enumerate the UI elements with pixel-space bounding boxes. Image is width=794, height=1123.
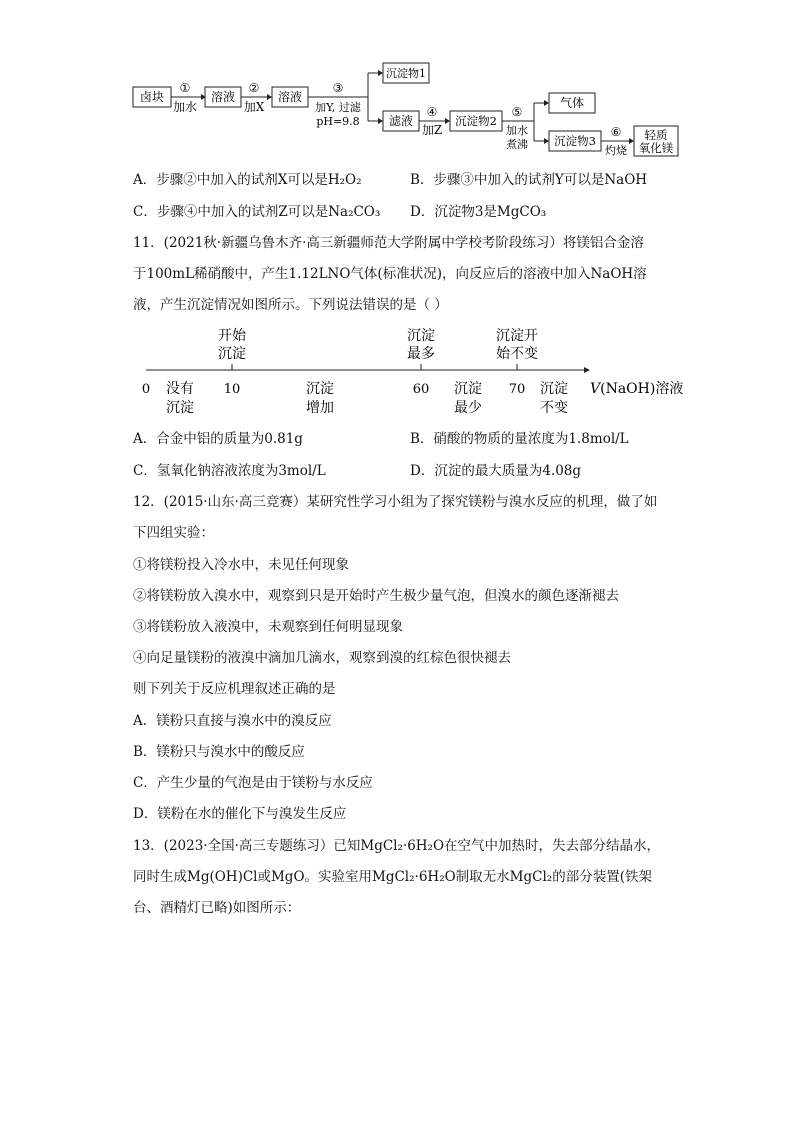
- q12-option-c: C．产生少量的气泡是由于镁粉与水反应: [133, 775, 373, 791]
- q11-option-b: B．硝酸的物质的量浓度为1.8mol/L: [410, 431, 629, 447]
- q12-experiment-2: ②将镁粉放入溴水中，观察到只是开始时产生极少量气泡，但溴水的颜色逐渐褪去: [133, 588, 619, 604]
- tick-70: 70: [508, 382, 526, 397]
- step5-number: ⑤: [511, 105, 523, 119]
- label-no-precipitate-2: 沉淀: [166, 400, 194, 416]
- label-increase-2: 增加: [306, 400, 334, 416]
- q12-option-d: D．镁粉在水的催化下与溴发生反应: [133, 806, 347, 822]
- flow-box-product-label-1: 轻质: [644, 128, 668, 142]
- label-constant-start-2: 始不变: [496, 346, 538, 362]
- label-constant-2: 不变: [540, 400, 568, 416]
- q10-option-b: B．步骤③中加入的试剂Y可以是NaOH: [410, 172, 648, 188]
- step1-number: ①: [179, 81, 191, 95]
- q12-experiment-3: ③将镁粉放入液溴中，未观察到任何明显现象: [133, 619, 403, 635]
- step2-number: ②: [248, 81, 260, 95]
- tick-0: 0: [141, 382, 151, 397]
- label-constant-start-1: 沉淀开: [496, 328, 538, 344]
- flow-box-gas-label: 气体: [559, 96, 585, 110]
- step3-ph: pH=9.8: [316, 115, 360, 128]
- tick-10: 10: [223, 382, 241, 397]
- q11-option-a: A．合金中铝的质量为0.81g: [133, 431, 303, 447]
- q13-stem-line-1: 13．(2023·全国·高三专题练习）已知MgCl₂·6H₂O在空气中加热时，失去部分结晶水，: [133, 838, 661, 854]
- q12-option-b: B．镁粉只与溴水中的酸反应: [133, 744, 305, 760]
- flow-box-solution-1-label: 溶液: [210, 90, 236, 104]
- step3-label: 加Y, 过滤: [315, 101, 361, 114]
- flow-box-product-label-2: 氧化镁: [638, 141, 674, 155]
- axis-label-rest: (NaOH)溶液: [600, 381, 684, 397]
- label-decrease-2: 最少: [454, 400, 482, 416]
- q11-stem-line-3: 液，产生沉淀情况如图所示。下列说法错误的是（ ）: [133, 297, 448, 313]
- step4-label: 加Z: [421, 123, 443, 137]
- step2-label: 加X: [243, 100, 265, 114]
- q10-option-a: A．步骤②中加入的试剂X可以是H₂O₂: [133, 172, 362, 188]
- q13-stem-line-3: 台、酒精灯已略)如图所示：: [133, 900, 301, 916]
- label-start-precipitate-1: 开始: [218, 328, 246, 344]
- q11-option-d: D．沉淀的最大质量为4.08g: [410, 463, 582, 479]
- axis-label-v: V: [590, 381, 601, 397]
- step3-number: ③: [332, 81, 344, 95]
- flow-box-ore-label: 卤块: [139, 90, 165, 104]
- q10-option-d: D．沉淀物3是MgCO₃: [410, 204, 547, 220]
- q12-stem-line-2: 下四组实验：: [133, 525, 214, 541]
- q10-option-c: C．步骤④中加入的试剂Z可以是Na₂CO₃: [133, 204, 381, 220]
- q12-experiment-4: ④向足量镁粉的液溴中滴加几滴水，观察到溴的红棕色很快褪去: [133, 650, 511, 666]
- step4-number: ④: [426, 105, 438, 119]
- tick-60: 60: [412, 382, 430, 397]
- flow-box-solution-2-label: 溶液: [277, 90, 303, 104]
- flow-box-filtrate-label: 滤液: [388, 114, 414, 128]
- step1-label: 加水: [172, 100, 198, 114]
- flow-box-precipitate-3-label: 沉淀物3: [554, 134, 596, 148]
- q12-experiment-1: ①将镁粉投入冷水中，未见任何现象: [133, 557, 349, 573]
- q12-question: 则下列关于反应机理叙述正确的是: [133, 681, 336, 697]
- label-start-precipitate-2: 沉淀: [218, 346, 246, 362]
- label-constant-1: 沉淀: [540, 381, 568, 397]
- step6-number: ⑥: [610, 125, 622, 139]
- q12-stem-line-1: 12．(2015·山东·高三竞赛）某研究性学习小组为了探究镁粉与溴水反应的机理，做了如: [133, 494, 658, 510]
- q11-option-c: C．氢氧化钠溶液浓度为3mol/L: [133, 463, 326, 479]
- process-flowchart: [0, 0, 794, 170]
- q11-stem-line-1: 11．(2021秋·新疆乌鲁木齐·高三新疆师范大学附属中学校考阶段练习）将镁铝合金溶: [133, 235, 644, 251]
- step5-label-1: 加水: [506, 124, 528, 137]
- q12-option-a: A．镁粉只直接与溴水中的溴反应: [133, 713, 332, 729]
- q13-stem-line-2: 同时生成Mg(OH)Cl或MgO。实验室用MgCl₂·6H₂O制取无水MgCl₂的部分装置(铁架: [133, 869, 652, 885]
- label-no-precipitate-1: 没有: [166, 381, 194, 397]
- label-max-precipitate-1: 沉淀: [407, 328, 435, 344]
- step5-label-2: 煮沸: [506, 138, 528, 151]
- label-increase-1: 沉淀: [306, 381, 334, 397]
- flow-box-precipitate-2-label: 沉淀物2: [455, 114, 497, 128]
- label-max-precipitate-2: 最多: [407, 346, 435, 362]
- step6-label: 灼烧: [605, 144, 627, 157]
- label-decrease-1: 沉淀: [454, 381, 482, 397]
- axis-label: [590, 380, 683, 397]
- q11-stem-line-2: 于100mL稀硝酸中，产生1.12LNO气体(标准状况)，向反应后的溶液中加入NaOH溶: [133, 266, 647, 282]
- flow-box-precipitate-1-label: 沉淀物1: [386, 67, 426, 80]
- naoh-volume-axis-diagram: [0, 322, 794, 422]
